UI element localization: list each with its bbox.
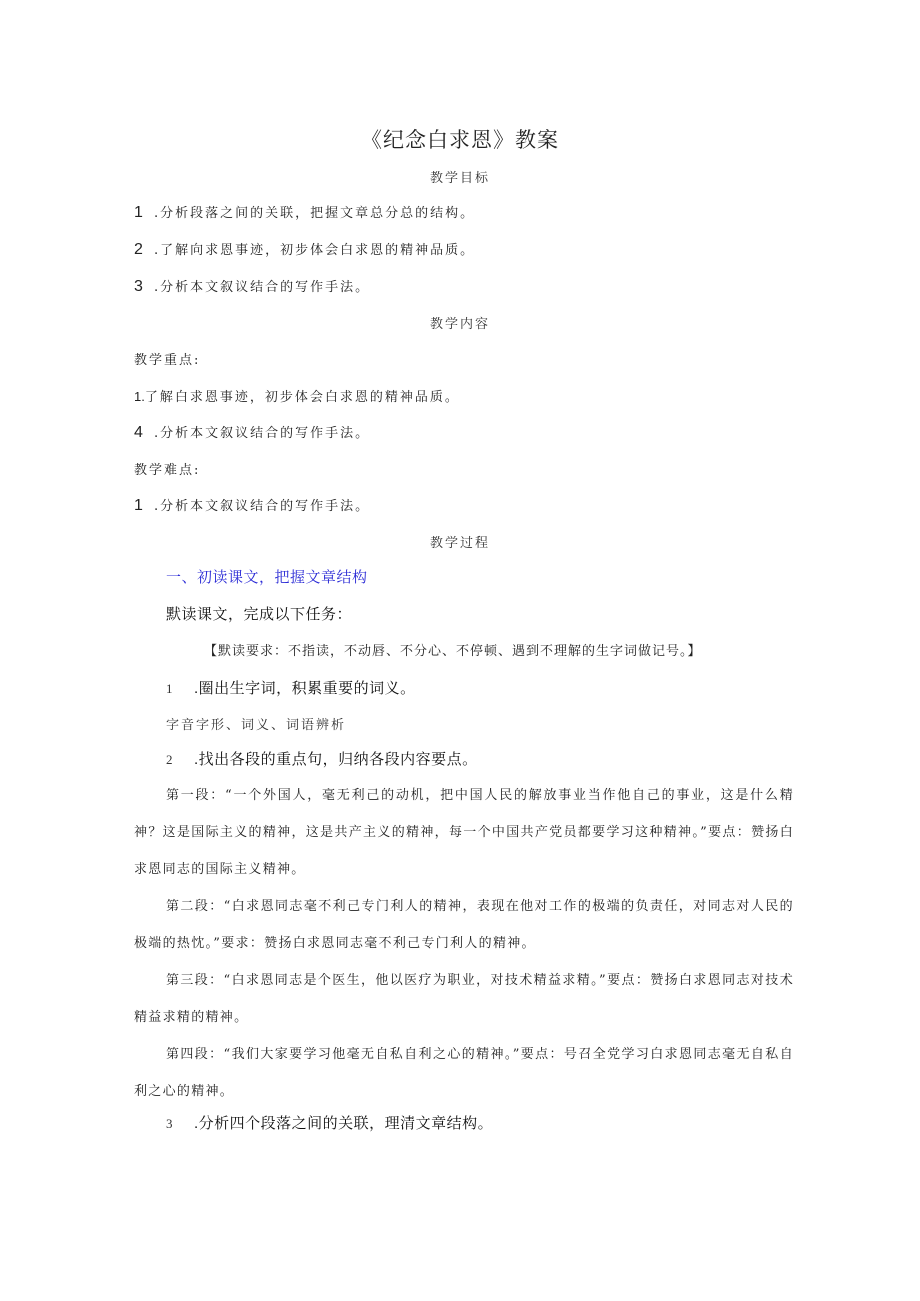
key-point-text: .分析本文叙议结合的写作手法。: [154, 426, 371, 441]
task-item: [166, 677, 416, 698]
paragraph-analysis-3: 第三段：“白求恩同志是个医生，他以医疗为职业，对技术精益求精。”要点：赞扬白求恩同志对技术精益求精的精神。: [134, 973, 794, 1025]
key-point-text: 了解白求恩事迹，初步体会白求恩的精神品质。: [144, 390, 460, 405]
paragraph-analysis-4: 第四段：“我们大家要学习他毫无自私自利之心的精神。”要点：号召全党学习白求恩同志毫无自私自利之心的精神。: [134, 1047, 794, 1099]
task-text: .找出各段的重点句，归纳各段内容要点。: [194, 751, 478, 768]
difficulty-text: .分析本文叙议结合的写作手法。: [154, 499, 371, 514]
objective-number: 1: [134, 204, 143, 221]
difficulty-number: 1: [134, 497, 143, 514]
key-point-item: [134, 386, 460, 405]
difficulty-item: [134, 495, 370, 515]
key-points-label: 教学重点:: [134, 353, 201, 368]
objective-item: [134, 276, 370, 296]
content-heading: 教学内容: [429, 317, 490, 332]
document-title: 《纪念白求恩》教案: [361, 128, 559, 152]
paragraph-analysis-1: 第一段：“一个外国人，毫无利己的动机，把中国人民的解放事业当作他自己的事业，这是什么精神？这是国际主义的精神，这是共产主义的精神，每一个中国共产党员都要学习这种精神。”要点：赞扬白求恩同志的国际主义精神。: [134, 788, 794, 877]
task-number: 2: [166, 752, 173, 767]
key-point-number: 4: [134, 424, 143, 441]
difficulties-label: 教学难点:: [134, 463, 201, 478]
step1-title: 一、初读课文，把握文章结构: [166, 569, 368, 586]
task-text: .分析四个段落之间的关联，理清文章结构。: [194, 1115, 494, 1132]
objective-text: .分析本文叙议结合的写作手法。: [154, 280, 371, 295]
task-number: 1: [166, 681, 173, 696]
objective-number: 2: [134, 241, 143, 258]
reading-requirement: 【默读要求：不指读，不动唇、不分心、不停顿、遇到不理解的生字词做记号。】: [204, 644, 702, 659]
task-number: 3: [166, 1116, 173, 1131]
task-text: .圈出生字词，积累重要的词义。: [194, 680, 416, 697]
paragraph-analysis-2: 第二段：“白求恩同志毫不利己专门利人的精神，表现在他对工作的极端的负责任，对同志对人民的极端的热忱。”要求：赞扬白求恩同志毫不利己专门利人的精神。: [134, 899, 794, 951]
objectives-heading: 教学目标: [429, 171, 490, 186]
objective-text: .分析段落之间的关联，把握文章总分总的结构。: [154, 206, 476, 221]
objective-item: [134, 202, 475, 222]
task-item: [166, 1112, 493, 1133]
objective-text: .了解向求恩事迹，初步体会白求恩的精神品质。: [154, 243, 476, 258]
task-item: [166, 748, 478, 769]
objective-item: [134, 239, 475, 259]
process-heading: 教学过程: [429, 536, 490, 551]
task1-note: 字音字形、词义、词语辨析: [166, 718, 347, 733]
task-intro: 默读课文，完成以下任务：: [166, 606, 353, 623]
key-point-number: 1.: [134, 389, 145, 404]
objective-number: 3: [134, 278, 143, 295]
key-point-item: [134, 422, 370, 442]
